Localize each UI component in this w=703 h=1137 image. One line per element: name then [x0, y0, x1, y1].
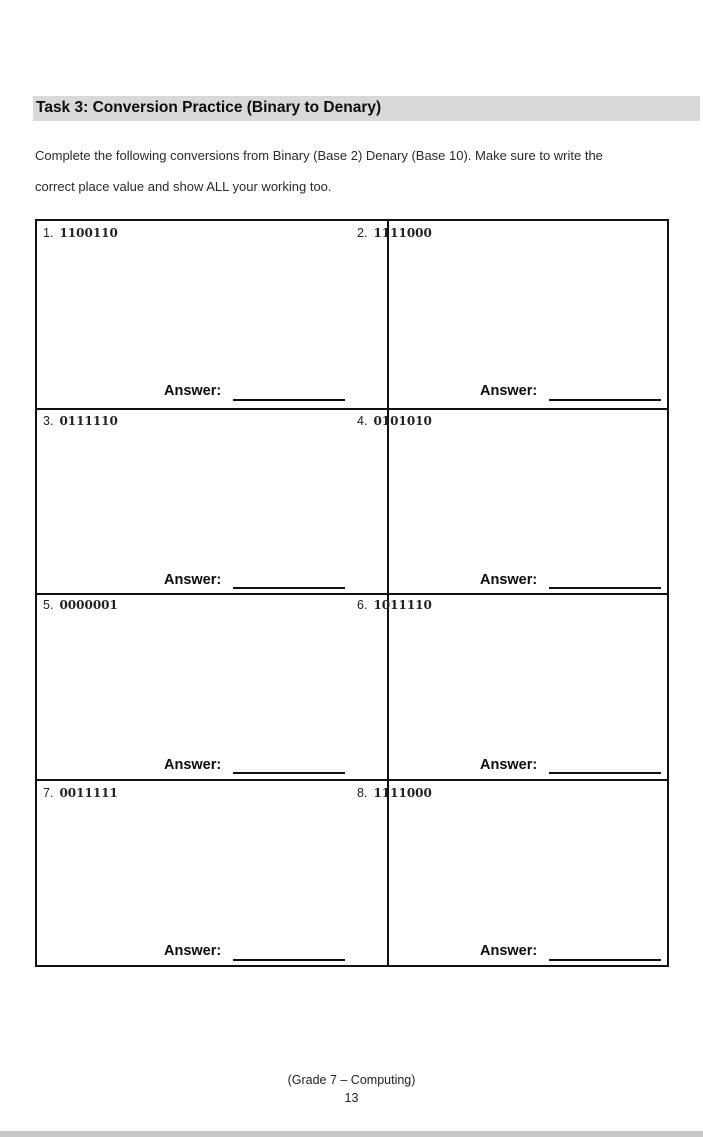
- grid-divider-row-2: [37, 593, 667, 595]
- instructions: [35, 140, 695, 202]
- question-1-answer-label: Answer:: [164, 383, 222, 399]
- question-1-label: [43, 226, 118, 240]
- question-6-answer-label: Answer:: [480, 757, 538, 773]
- question-5-label: [43, 598, 118, 612]
- question-7-label: [43, 786, 118, 800]
- question-8-binary: 1111000: [373, 786, 432, 800]
- instructions-line-2: correct place value and show ALL your working too.: [35, 179, 332, 194]
- conversion-grid: [35, 219, 669, 967]
- question-4-answer-label: Answer:: [480, 572, 538, 588]
- question-8-label: [357, 786, 432, 800]
- question-2-label: [357, 226, 432, 240]
- question-3-answer-field[interactable]: [233, 587, 345, 589]
- question-2-binary: 1111000: [373, 226, 432, 240]
- question-1-answer-field[interactable]: [233, 399, 345, 401]
- footer-course: (Grade 7 – Computing): [287, 1073, 416, 1087]
- question-6-answer-field[interactable]: [549, 772, 661, 774]
- grid-divider-row-3: [37, 779, 667, 781]
- footer-page-number: 13: [344, 1091, 359, 1105]
- question-4-label: [357, 414, 432, 428]
- question-7-answer-label: Answer:: [164, 943, 222, 959]
- question-3-number: 3.: [43, 414, 54, 428]
- question-7-binary: 0011111: [59, 786, 118, 800]
- question-8-number: 8.: [357, 786, 368, 800]
- question-2-answer-field[interactable]: [549, 399, 661, 401]
- question-1-binary: 1100110: [59, 226, 118, 240]
- question-3-binary: 0111110: [59, 414, 118, 428]
- question-2-answer-label: Answer:: [480, 383, 538, 399]
- question-2-number: 2.: [357, 226, 368, 240]
- task-header-band: [33, 96, 700, 121]
- grid-divider-row-1: [37, 408, 667, 410]
- question-4-answer-field[interactable]: [549, 587, 661, 589]
- question-3-answer-label: Answer:: [164, 572, 222, 588]
- question-6-label: [357, 598, 432, 612]
- question-3-label: [43, 414, 118, 428]
- question-5-number: 5.: [43, 598, 54, 612]
- question-5-answer-label: Answer:: [164, 757, 222, 773]
- question-8-answer-label: Answer:: [480, 943, 538, 959]
- question-7-answer-field[interactable]: [233, 959, 345, 961]
- question-7-number: 7.: [43, 786, 54, 800]
- question-6-binary: 1011110: [373, 598, 432, 612]
- instructions-line-1: Complete the following conversions from Binary (Base 2) Denary (Base 10). Make sure to write the: [35, 148, 603, 163]
- question-6-number: 6.: [357, 598, 368, 612]
- question-4-binary: 0101010: [373, 414, 432, 428]
- question-1-number: 1.: [43, 226, 54, 240]
- question-8-answer-field[interactable]: [549, 959, 661, 961]
- page-bottom-edge: [0, 1131, 703, 1137]
- question-4-number: 4.: [357, 414, 368, 428]
- task-title: Task 3: Conversion Practice (Binary to Denary): [36, 99, 382, 116]
- question-5-binary: 0000001: [59, 598, 118, 612]
- question-5-answer-field[interactable]: [233, 772, 345, 774]
